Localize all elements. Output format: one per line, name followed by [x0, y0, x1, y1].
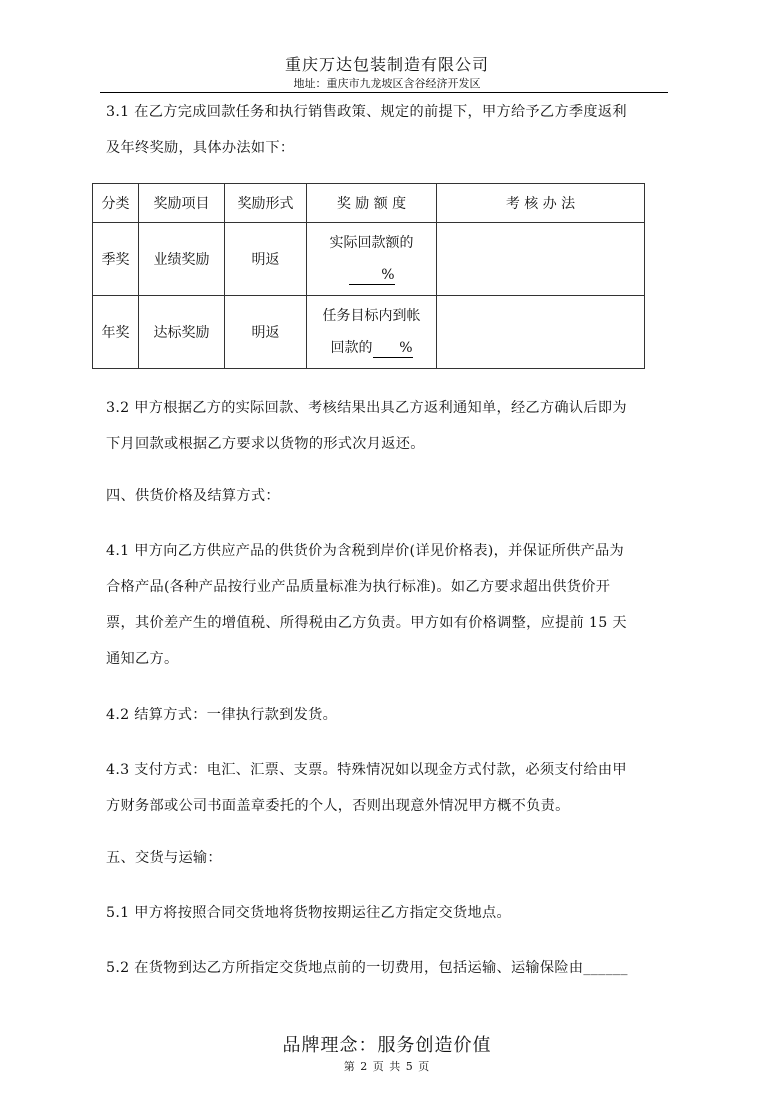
paragraph-line: 3.2 甲方根据乙方的实际回款、考核结果出具乙方返利通知单，经乙方确认后即为: [106, 400, 627, 416]
amount-blank-line: [307, 332, 436, 364]
paragraph-line: 方财务部或公司书面盖章委托的个人，否则出现意外情况甲方概不负责。: [106, 798, 570, 814]
paragraph-line: 通知乙方。: [106, 651, 179, 667]
paragraph-line: 3.1 在乙方完成回款任务和执行销售政策、规定的前提下，甲方给予乙方季度返利: [106, 104, 627, 120]
paragraph-3-1: [106, 94, 666, 166]
table-header-row: [93, 184, 645, 223]
amount-blank: %: [373, 339, 413, 358]
cell-amount: [307, 223, 437, 296]
column-header-amount: 奖 励 额 度: [307, 184, 437, 223]
cell-form: 明返: [225, 296, 307, 369]
column-header-method: 考 核 办 法: [437, 184, 645, 223]
paragraph-4-2: [106, 697, 666, 733]
heading-section-5: [106, 840, 666, 876]
column-header-item: 奖励项目: [139, 184, 225, 223]
amount-text: 回款的: [330, 340, 373, 356]
amount-text: 任务目标内到帐: [322, 308, 421, 324]
paragraph-line: 5.2 在货物到达乙方所指定交货地点前的一切费用，包括运输、运输保险由______: [106, 960, 628, 976]
cell-method: [437, 296, 645, 369]
cell-method: [437, 223, 645, 296]
cell-category: 年奖: [93, 296, 139, 369]
company-name: 重庆万达包装制造有限公司: [284, 55, 489, 74]
amount-blank: %: [349, 266, 395, 285]
reward-table: [92, 183, 645, 369]
column-header-category: 分类: [93, 184, 139, 223]
paragraph-line: 票，其价差产生的增值税、所得税由乙方负责。甲方如有价格调整，应提前 15 天: [106, 615, 627, 631]
paragraph-line: 4.3 支付方式：电汇、汇票、支票。特殊情况如以现金方式付款，必须支付给由甲: [106, 762, 627, 778]
table-row: [93, 296, 645, 369]
brand-slogan: 品牌理念：服务创造价值: [282, 1035, 492, 1056]
amount-blank-line: [307, 259, 436, 291]
amount-text: 实际回款额的: [329, 235, 414, 251]
heading-section-4: [106, 478, 666, 514]
cell-amount: [307, 296, 437, 369]
cell-form: 明返: [225, 223, 307, 296]
paragraph-line: 及年终奖励，具体办法如下：: [106, 140, 295, 156]
section-heading: 四、供货价格及结算方式：: [106, 488, 280, 504]
header-divider: [100, 92, 668, 93]
paragraph-4-1: [106, 533, 666, 677]
cell-item: 业绩奖励: [139, 223, 225, 296]
cell-item: 达标奖励: [139, 296, 225, 369]
paragraph-line: 下月回款或根据乙方要求以货物的形式次月返还。: [106, 436, 425, 452]
cell-category: 季奖: [93, 223, 139, 296]
column-header-form: 奖励形式: [225, 184, 307, 223]
paragraph-5-1: [106, 895, 666, 931]
table-row: [93, 223, 645, 296]
paragraph-5-2: [106, 950, 666, 986]
page-number: 第 2 页 共 5 页: [343, 1060, 431, 1073]
company-address: 地址：重庆市九龙坡区含谷经济开发区: [293, 77, 481, 90]
paragraph-4-3: [106, 752, 666, 824]
paragraph-3-2: [106, 390, 666, 462]
paragraph-line: 4.2 结算方式：一律执行款到发货。: [106, 707, 338, 723]
paragraph-line: 4.1 甲方向乙方供应产品的供货价为含税到岸价(详见价格表)，并保证所供产品为: [106, 543, 625, 559]
paragraph-line: 合格产品(各种产品按行业产品质量标准为执行标准)。如乙方要求超出供货价开: [106, 579, 611, 595]
section-heading: 五、交货与运输：: [106, 850, 222, 866]
paragraph-line: 5.1 甲方将按照合同交货地将货物按期运往乙方指定交货地点。: [106, 905, 511, 921]
